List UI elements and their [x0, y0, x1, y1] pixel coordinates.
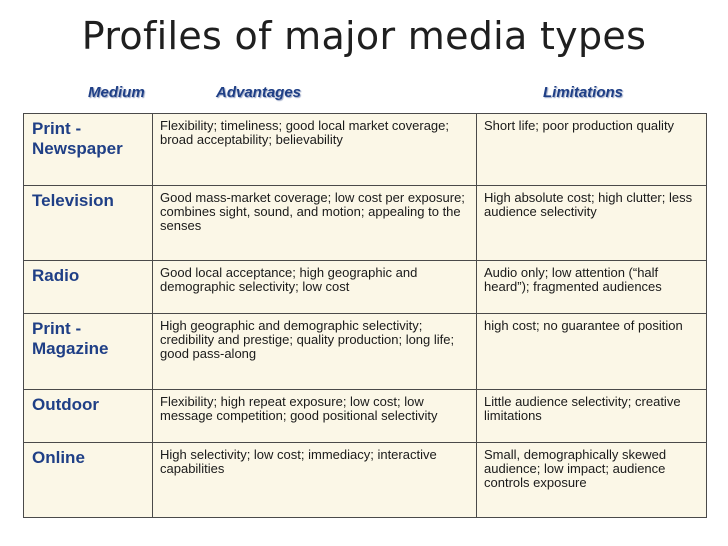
- slide-title: Profiles of major media types: [81, 14, 647, 58]
- medium-cell: Print - Magazine: [24, 314, 153, 389]
- limitations-cell: High absolute cost; high clutter; less audience selectivity: [477, 186, 707, 261]
- medium-cell: Radio: [24, 261, 153, 314]
- table-row: [24, 186, 707, 261]
- column-header-medium: Medium: [88, 84, 145, 101]
- advantages-cell: Good local acceptance; high geographic and demographic selectivity; low cost: [153, 261, 477, 314]
- table-row: [24, 261, 707, 314]
- advantages-cell: High geographic and demographic selectivity; credibility and prestige; quality production; long life; good pass-along: [153, 314, 477, 389]
- limitations-cell: Small, demographically skewed audience; low impact; audience controls exposure: [477, 442, 707, 517]
- table-row: [24, 114, 707, 186]
- medium-cell: Television: [24, 186, 153, 261]
- advantages-cell: High selectivity; low cost; immediacy; interactive capabilities: [153, 442, 477, 517]
- medium-cell: Online: [24, 442, 153, 517]
- limitations-cell: high cost; no guarantee of position: [477, 314, 707, 389]
- column-header-advantages: Advantages: [216, 84, 302, 101]
- media-profiles-table: [23, 113, 707, 518]
- column-header-limitations: Limitations: [543, 84, 624, 101]
- limitations-cell: Little audience selectivity; creative limitations: [477, 389, 707, 442]
- medium-cell: Print - Newspaper: [24, 114, 153, 186]
- advantages-cell: Good mass-market coverage; low cost per exposure; combines sight, sound, and motion; appealing to the senses: [153, 186, 477, 261]
- medium-cell: Outdoor: [24, 389, 153, 442]
- limitations-cell: Audio only; low attention (“half heard”); fragmented audiences: [477, 261, 707, 314]
- table-row: [24, 314, 707, 389]
- table-row: [24, 389, 707, 442]
- limitations-cell: Short life; poor production quality: [477, 114, 707, 186]
- advantages-cell: Flexibility; timeliness; good local market coverage; broad acceptability; believability: [153, 114, 477, 186]
- advantages-cell: Flexibility; high repeat exposure; low cost; low message competition; good positional selectivity: [153, 389, 477, 442]
- table-row: [24, 442, 707, 517]
